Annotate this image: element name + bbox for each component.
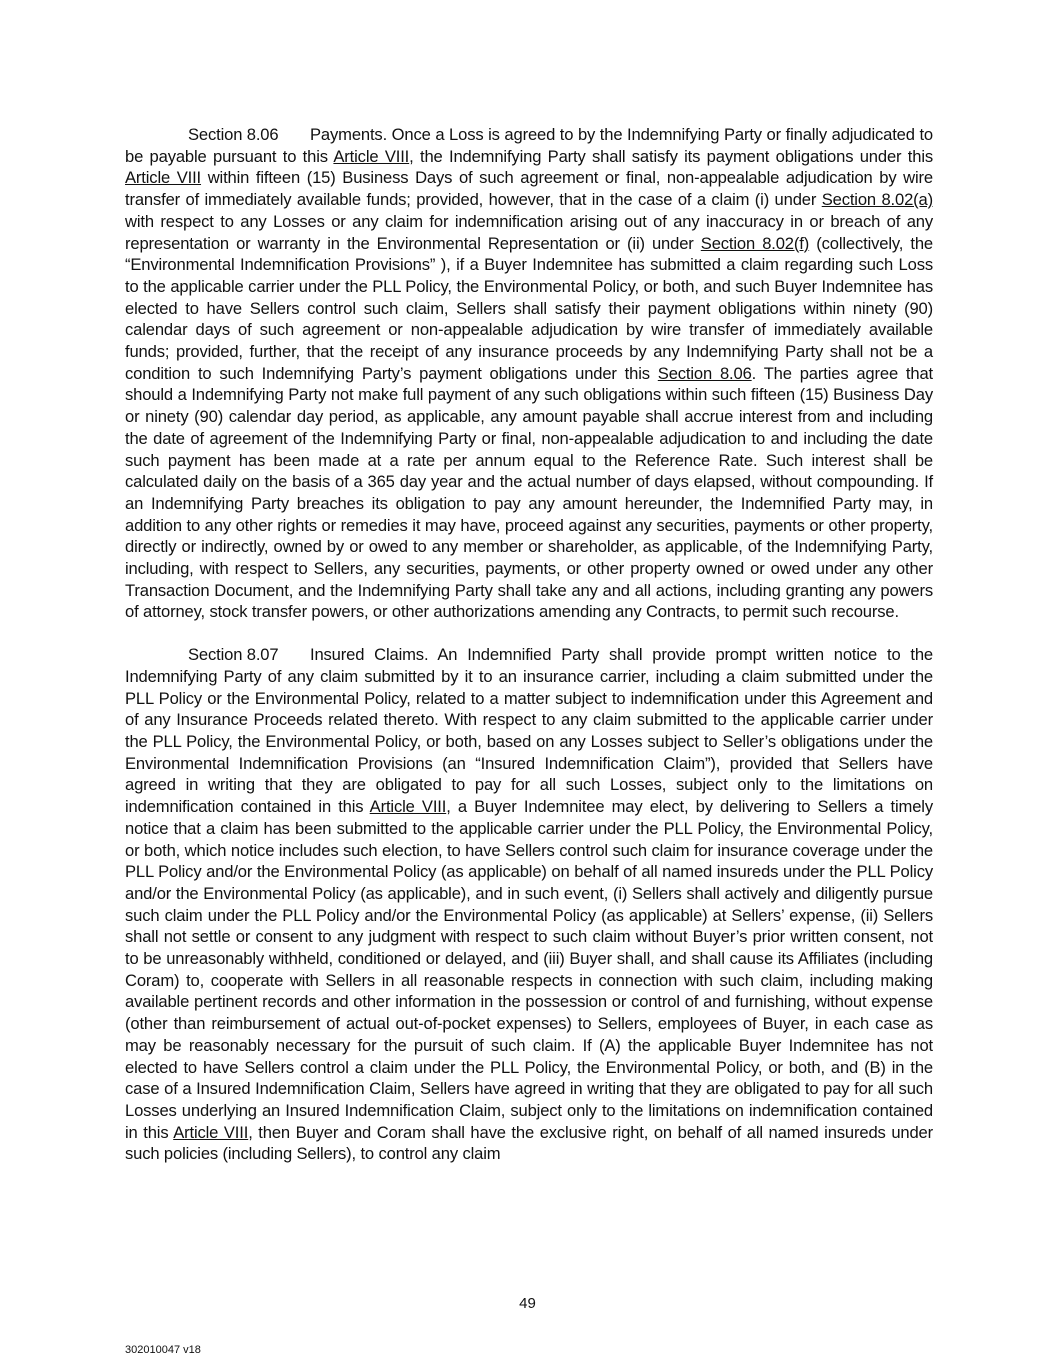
cross-reference-link: Section 8.02(f) (700, 233, 810, 253)
document-id: 302010047 v18 (125, 1344, 201, 1356)
section-8-07-paragraph (125, 644, 933, 1165)
body-text: An Indemnified Party shall provide prompt written notice to the Indemnifying Party of any claim submitted by it to an insurance carrier, including a claim submitted under the PLL Policy or the Environmental Policy, related to a matter subject to indemnification under this Agreement and of any Insurance Proceeds related thereto. With respect to any claim submitted to the applicable carrier under the PLL Policy, the Environmental Policy, or both, based on any Losses subject to Seller’s obligations under the Environmental Indemnification Provisions (an “Insured Indemnification Claim”), provided that Sellers have agreed in writing that they are obligated to pay for all such Losses, subject only to the limitations on indemnification contained in this (125, 645, 933, 817)
body-text: , the Indemnifying Party shall satisfy its payment obligations under this (409, 146, 934, 166)
body-text: , then Buyer and Coram shall have the exclusive right, on behalf of all named insureds under such policies (including Sellers), to control any claim (125, 1122, 934, 1164)
body-text: within fifteen (15) Business Days of such agreement or final, non-appealable adjudication by wire transfer of immediately available funds; provided, however, that in the case of a claim (i) under (125, 168, 934, 210)
body-text: Once a Loss is agreed to by the Indemnifying Party or finally adjudicated to be payable pursuant to this (125, 125, 933, 166)
cross-reference-link: Section 8.02(a) (821, 190, 933, 210)
body-text: with respect to any Losses or any claim for indemnification arising out of any inaccuracy in or breach of any representation or warranty in the Environmental Representation or (ii) under (125, 211, 933, 253)
section-number: Section 8.07 (188, 645, 279, 665)
section-number: Section 8.06 (188, 125, 279, 144)
page-number: 49 (519, 1295, 536, 1312)
cross-reference-link: Section 8.06 (657, 363, 752, 383)
body-text: . The parties agree that should a Indemnifying Party not make full payment of any such obligations within such fifteen (15) Business Day or ninety (90) calendar day period, as applicable, any amount payable shall accrue interest from and including the date of agreement of the Indemnifying Party or final, non-appealable adjudication to and including the date such payment has been made at a rate per annum equal to the Reference Rate. Such interest shall be calculated daily on the basis of a 365 day year and the actual number of days elapsed, without compounding. If an Indemnifying Party breaches its obligation to pay any amount hereunder, the Indemnified Party may, in addition to any other rights or remedies it may have, proceed against any securities, payments or other property, directly or indirectly, owned by or owed to any member or shareholder, as applicable, of the Indemnifying Party, including, with respect to Sellers, any securities, payments, or other property owned or owed under any other Transaction Document, and the Indemnifying Party shall take any and all actions, including granting any powers of attorney, stock transfer powers, or other authorizations amending any Contracts, to permit such recourse. (125, 363, 933, 622)
cross-reference-link: Article VIII (333, 146, 410, 166)
section-8-06-paragraph (125, 124, 933, 623)
cross-reference-link: Article VIII (125, 168, 202, 188)
section-heading: Payments. (310, 125, 388, 144)
section-text (125, 645, 933, 1163)
body-text: (collectively, the “Environmental Indemnification Provisions” ), if a Buyer Indemnitee has submitted a claim regarding such Loss to the applicable carrier under the PLL Policy, the Environmental Policy, or both, and such Buyer Indemnitee has elected to have Sellers control such claim, Sellers shall satisfy their payment obligations within ninety (90) calendar days of such agreement or non-appealable adjudication by wire transfer of immediately available funds; provided, further, that the receipt of any insurance proceeds by any Indemnifying Party shall not be a condition to such Indemnifying Party’s payment obligations under this (125, 233, 933, 383)
section-heading: Insured Claims. (310, 645, 429, 665)
body-text: , a Buyer Indemnitee may elect, by delivering to Sellers a timely notice that a claim has been submitted to the applicable carrier under the PLL Policy, the Environmental Policy, or both, which notice includes such election, to have Sellers control such claim for insurance coverage under the PLL Policy and/or the Environmental Policy (as applicable) on behalf of all named insureds under the PLL Policy and/or the Environmental Policy (as applicable), and in such event, (i) Sellers shall actively and diligently pursue such claim under the PLL Policy and/or the Environmental Policy (as applicable) at Sellers’ expense, (ii) Sellers shall not settle or consent to any judgment with respect to such claim without Buyer’s prior written consent, not to be unreasonably withheld, conditioned or delayed, and (iii) Buyer shall, and shall cause its Affiliates (including Coram) to, cooperate with Sellers in all reasonable respects in connection with such claim, including making available pertinent records and other information in the possession or control of and furnishing, without expense (other than reimbursement of actual out-of-pocket expenses) to Sellers, employees of Buyer, in each case as may be reasonably necessary for the pursuit of such claim. If (A) the applicable Buyer Indemnitee has not elected to have Sellers control a claim under the PLL Policy, the Environmental Policy, or both, and (B) in the case of a Insured Indemnification Claim, Sellers have agreed in writing that they are obligated to pay for all such Losses underlying an Insured Indemnification Claim, subject only to the limitations on indemnification contained in this (125, 797, 933, 1142)
document-body (125, 124, 933, 1165)
cross-reference-link: Article VIII (369, 797, 447, 817)
cross-reference-link: Article VIII (173, 1122, 249, 1142)
section-text (125, 125, 933, 621)
